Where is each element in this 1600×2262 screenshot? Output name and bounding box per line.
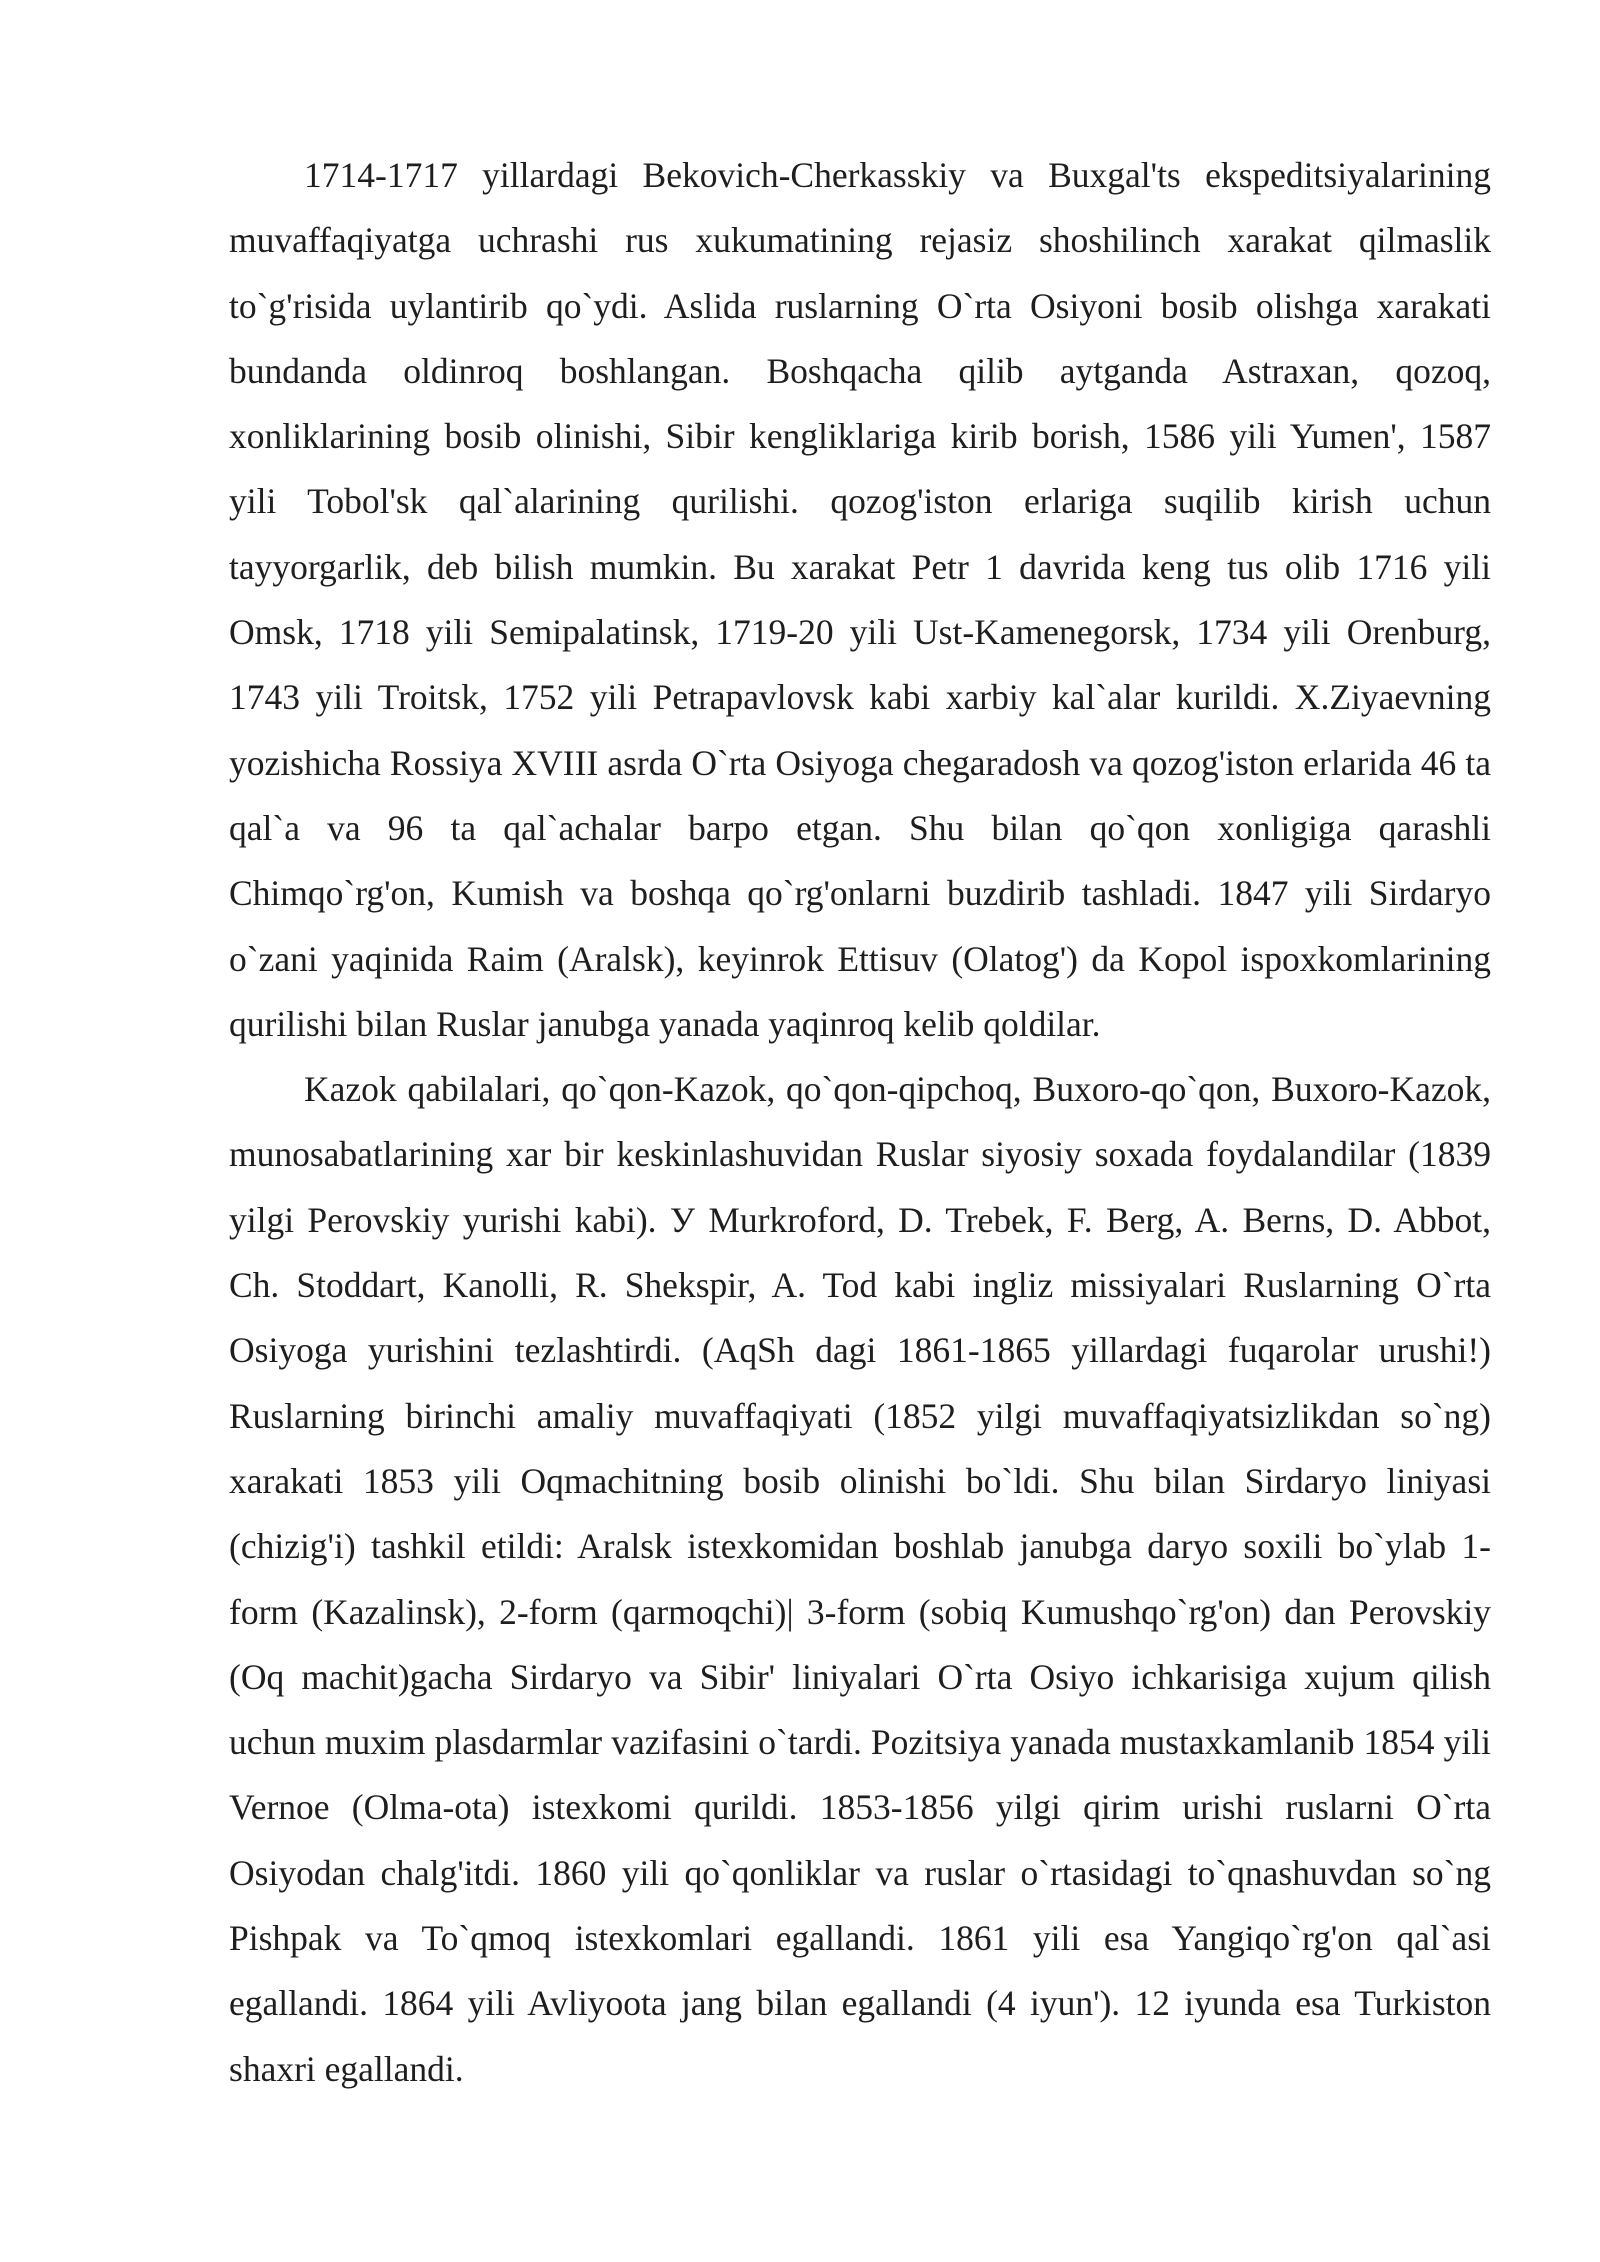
document-body: [229, 143, 1491, 2102]
paragraph-1: 1714-1717 yillardagi Bekovich-Cherkasskiy va Buxgal'ts ekspeditsiyalarining muvaffaqiyatga uchrashi rus xukumatining rejasiz shoshilinch xarakat qilmaslik to`g'risida uylantirib qo`ydi. Aslida ruslarning O`rta Osiyoni bosib olishga xarakati bundanda oldinroq boshlangan. Boshqacha qilib aytganda Astraxan, qozoq, xonliklarining bosib olinishi, Sibir kengliklariga kirib borish, 1586 yili Yumen', 1587 yili Tobol'sk qal`alarining qurilishi. qozog'iston erlariga suqilib kirish uchun tayyorgarlik, deb bilish mumkin. Bu xarakat Petr 1 davrida keng tus olib 1716 yili Omsk, 1718 yili Semipalatinsk, 1719-20 yili Ust-Kamenegorsk, 1734 yili Orenburg, 1743 yili Troitsk, 1752 yili Petrapavlovsk kabi xarbiy kal`alar kurildi. X.Ziyaevning yozishicha Rossiya XVIII asrda O`rta Osiyoga chegaradosh va qozog'iston erlarida 46 ta qal`a va 96 ta qal`achalar barpo etgan. Shu bilan qo`qon xonligiga qarashli Chimqo`rg'on, Kumish va boshqa qo`rg'onlarni buzdirib tashladi. 1847 yili Sirdaryo o`zani yaqinida Raim (Aralsk), keyinrok Ettisuv (Olatog') da Kopol ispoxkomlarining qurilishi bilan Ruslar janubga yanada yaqinroq kelib qoldilar.: [229, 155, 1491, 1044]
paragraph-2: Kazok qabilalari, qo`qon-Kazok, qo`qon-qipchoq, Buxoro-qo`qon, Buxoro-Kazok, munosabatlarining xar bir keskinlashuvidan Ruslar siyosiy soxada foydalandilar (1839 yilgi Perovskiy yurishi kabi). У Murkroford, D. Trebek, F. Berg, A. Berns, D. Abbot, Ch. Stoddart, Kanolli, R. Shekspir, A. Tod kabi ingliz missiyalari Ruslarning O`rta Osiyoga yurishini tezlashtirdi. (AqSh dagi 1861-1865 yillardagi fuqarolar urushi!) Ruslarning birinchi amaliy muvaffaqiyati (1852 yilgi muvaffaqiyatsizlikdan so`ng) xarakati 1853 yili Oqmachitning bosib olinishi bo`ldi. Shu bilan Sirdaryo liniyasi (chizig'i) tashkil etildi: Aralsk istexkomidan boshlab janubga daryo soxili bo`ylab 1-form (Kazalinsk), 2-form (qarmoqchi)| 3-form (sobiq Kumushqo`rg'on) dan Perovskiy (Oq machit)gacha Sirdaryo va Sibir' liniyalari O`rta Osiyo ichkarisiga xujum qilish uchun muxim plasdarmlar vazifasini o`tardi. Pozitsiya yanada mustaxkamlanib 1854 yili Vernoe (Olma-ota) istexkomi qurildi. 1853-1856 yilgi qirim urishi ruslarni O`rta Osiyodan chalg'itdi. 1860 yili qo`qonliklar va ruslar o`rtasidagi to`qnashuvdan so`ng Pishpak va To`qmoq istexkomlari egallandi. 1861 yili esa Yangiqo`rg'on qal`asi egallandi. 1864 yili Avliyoota jang bilan egallandi (4 iyun'). 12 iyunda esa Turkiston shaxri egallandi.: [229, 1069, 1491, 2089]
